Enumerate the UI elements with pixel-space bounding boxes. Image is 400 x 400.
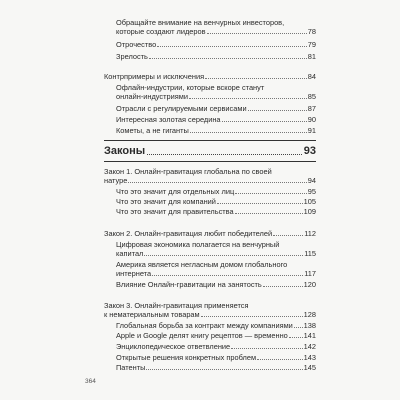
toc-chapter xyxy=(104,229,316,238)
toc-entry-text: Apple и Google делят книгу рецептов — временно xyxy=(116,331,288,340)
toc-page-number: 117 xyxy=(304,269,316,278)
toc-entry xyxy=(104,321,316,330)
toc-entry-text: Влияние Онлайн-гравитации на занятость xyxy=(116,280,262,289)
toc-page-number: 85 xyxy=(307,92,316,101)
toc-page-number: 87 xyxy=(307,104,316,113)
toc-entry xyxy=(104,363,316,372)
toc-entry-text: Интересная золотая середина xyxy=(116,115,221,124)
toc-entry-text: Кометы, а не гиганты xyxy=(116,126,189,135)
toc-chapter-title: Контрпримеры и исключения xyxy=(104,72,205,81)
toc-chapter xyxy=(104,176,316,185)
toc-entry-text: Что это значит для компаний xyxy=(116,197,216,206)
toc-page-number: 78 xyxy=(307,27,316,36)
toc-page-number: 81 xyxy=(307,52,316,61)
toc-entry-line: Офлайн-индустрии, которые вскоре станут xyxy=(116,83,265,92)
toc-chapter-line: Закон 1. Онлайн-гравитация глобальна по своей xyxy=(104,167,272,176)
toc-entry-line: Америка является негласным домом глобального xyxy=(116,260,288,269)
toc-page-number: 142 xyxy=(303,342,316,351)
toc-page-number: 94 xyxy=(307,176,316,185)
toc-entry xyxy=(104,126,316,135)
toc-entry xyxy=(104,40,316,49)
toc-section-title: Законы xyxy=(104,145,146,157)
toc-entry-text: Зрелость xyxy=(116,52,148,61)
toc-entry-text: Отрочество xyxy=(116,40,157,49)
toc-page-number: 93 xyxy=(303,145,316,157)
toc-entry xyxy=(104,269,316,278)
toc-chapter-line: Закон 3. Онлайн-гравитация применяется xyxy=(104,301,249,310)
toc-page-number: 120 xyxy=(303,280,316,289)
toc-page-number: 128 xyxy=(303,310,316,319)
toc-entry xyxy=(104,115,316,124)
toc-entry xyxy=(104,249,316,258)
toc-page-number: 145 xyxy=(303,363,316,372)
toc-entry xyxy=(104,52,316,61)
toc-entry-text: Отрасли с регулируемыми сервисами xyxy=(116,104,247,113)
toc-entry-text: интернета xyxy=(116,269,152,278)
toc-entry xyxy=(104,104,316,113)
toc-page-number: 141 xyxy=(303,331,316,340)
page-number: 364 xyxy=(85,378,96,385)
toc-chapter-title: Закон 2. Онлайн-гравитация любит победителей xyxy=(104,229,273,238)
toc-entry-text: Что это значит для отдельных лиц xyxy=(116,187,235,196)
toc-entry-text: онлайн-индустриями xyxy=(116,92,188,101)
toc-page-number: 109 xyxy=(303,207,316,216)
toc-entry-text: Патенты xyxy=(116,363,146,372)
toc-entry xyxy=(104,342,316,351)
toc-entry-text: Энциклопедическое ответвление xyxy=(116,342,231,351)
toc-entry xyxy=(104,187,316,196)
toc-entry xyxy=(104,92,316,101)
toc-entry xyxy=(104,207,316,216)
toc-page-number: 90 xyxy=(307,115,316,124)
toc-entry xyxy=(104,331,316,340)
toc-entry xyxy=(104,280,316,289)
toc-chapter xyxy=(104,310,316,319)
toc-chapter-title: к нематериальным товарам xyxy=(104,310,200,319)
toc-page-number: 95 xyxy=(307,187,316,196)
toc-page-number: 105 xyxy=(303,197,316,206)
toc-entry-text: которые создают лидеров xyxy=(116,27,206,36)
toc-entry xyxy=(104,353,316,362)
toc-page-number: 138 xyxy=(303,321,316,330)
toc-entry-text: Открытые решения конкретных проблем xyxy=(116,353,257,362)
toc-entry-text: Глобальная борьба за контракт между компаниями xyxy=(116,321,293,330)
section-rule-bottom xyxy=(104,161,316,162)
toc-entry xyxy=(104,27,316,36)
toc-section xyxy=(104,145,316,158)
toc-page-number: 91 xyxy=(307,126,316,135)
toc-entry-text: капитал xyxy=(116,249,144,258)
toc-entry-text: Что это значит для правительства xyxy=(116,207,234,216)
toc-chapter-title: натуре xyxy=(104,176,128,185)
toc-page-number: 84 xyxy=(307,72,316,81)
toc-page-number: 143 xyxy=(303,353,316,362)
toc-page-number: 79 xyxy=(307,40,316,49)
toc-page-number: 112 xyxy=(304,229,316,238)
toc-chapter xyxy=(104,72,316,81)
toc-entry-line: Цифровая экономика полагается на венчурный xyxy=(116,240,280,249)
section-rule-top xyxy=(104,140,316,141)
toc-page-number: 115 xyxy=(304,249,316,258)
toc-entry-line: Обращайте внимание на венчурных инвесторов, xyxy=(116,18,285,27)
toc-entry xyxy=(104,197,316,206)
